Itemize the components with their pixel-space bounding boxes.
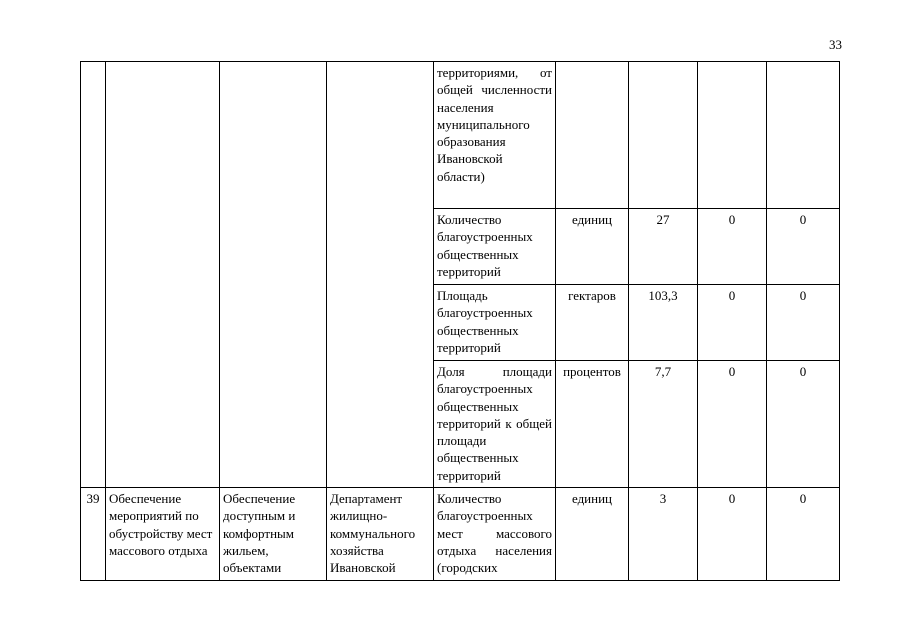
table-row <box>81 62 840 209</box>
value-cell-1: 3 <box>629 488 698 581</box>
value-cell-2: 0 <box>698 285 767 361</box>
indicator-cell: Площадь благоустроенных общественных территорий <box>434 285 556 361</box>
value-cell-3 <box>767 62 840 209</box>
goal-cell <box>220 62 327 488</box>
value-cell-3: 0 <box>767 361 840 488</box>
unit-cell: гектаров <box>556 285 629 361</box>
goal-cell: Обеспечение доступным и комфортным жильем, объектами <box>220 488 327 581</box>
executor-cell <box>327 62 434 488</box>
unit-cell <box>556 62 629 209</box>
value-cell-1: 103,3 <box>629 285 698 361</box>
indicator-cell: Доля площади благоустроенных общественных территорий к общей площади общественных территорий <box>434 361 556 488</box>
value-cell-2 <box>698 62 767 209</box>
indicator-cell: территориями, от общей численности населения муниципального образования Ивановской области) <box>434 62 556 209</box>
table-row <box>81 488 840 581</box>
value-cell-1: 27 <box>629 209 698 285</box>
unit-cell: процентов <box>556 361 629 488</box>
row-number-cell: 39 <box>81 488 106 581</box>
value-cell-3: 0 <box>767 285 840 361</box>
value-cell-2: 0 <box>698 209 767 285</box>
unit-cell: единиц <box>556 209 629 285</box>
row-number-cell <box>81 62 106 488</box>
measure-cell <box>106 62 220 488</box>
indicator-cell: Количество благоустроенных общественных территорий <box>434 209 556 285</box>
value-cell-2: 0 <box>698 488 767 581</box>
value-cell-1 <box>629 62 698 209</box>
page-number: 33 <box>829 37 842 52</box>
value-cell-3: 0 <box>767 209 840 285</box>
value-cell-1: 7,7 <box>629 361 698 488</box>
executor-cell: Департамент жилищно-коммунального хозяйства Ивановской <box>327 488 434 581</box>
indicator-cell: Количество благоустроенных мест массового отдыха населения (городских <box>434 488 556 581</box>
value-cell-2: 0 <box>698 361 767 488</box>
unit-cell: единиц <box>556 488 629 581</box>
measure-cell: Обеспечение мероприятий по обустройству мест массового отдыха <box>106 488 220 581</box>
measures-table <box>80 61 840 581</box>
value-cell-3: 0 <box>767 488 840 581</box>
